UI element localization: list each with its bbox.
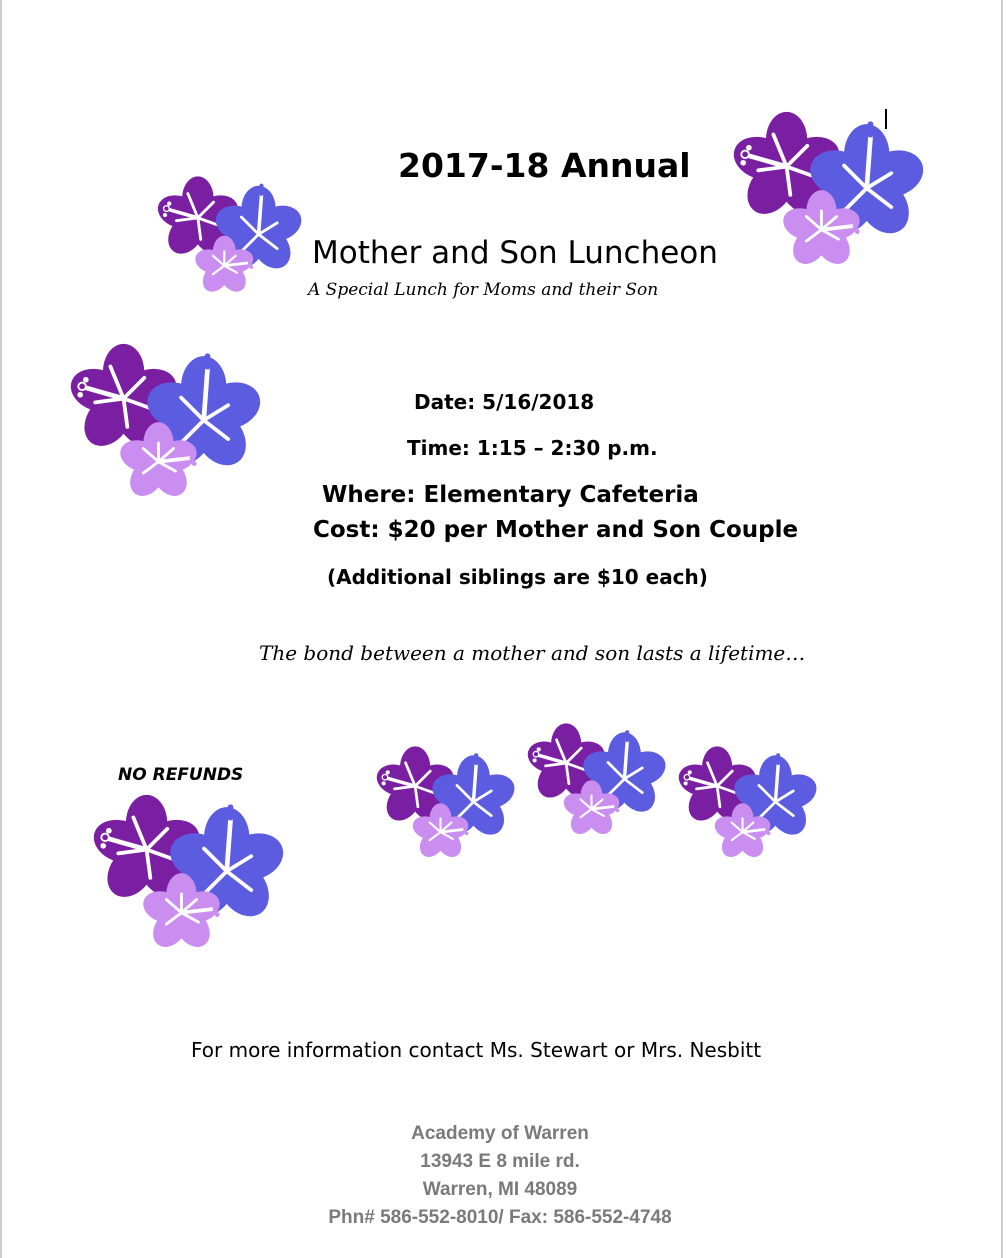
phone-fax: Phn# 586-552-8010/ Fax: 586-552-4748	[328, 1207, 672, 1228]
hibiscus-cluster-icon	[674, 745, 822, 865]
hibiscus-cluster-icon	[50, 342, 282, 507]
page-edge-right	[1001, 0, 1003, 1258]
flyer-tagline: A Special Lunch for Moms and their Son	[308, 280, 659, 300]
hibiscus-cluster-icon	[155, 175, 305, 300]
flyer-title: 2017-18 Annual	[398, 146, 691, 185]
event-date: Date: 5/16/2018	[414, 390, 595, 414]
bond-quote: The bond between a mother and son lasts a lifetime…	[259, 641, 806, 665]
hibiscus-cluster-icon	[523, 722, 671, 842]
hibiscus-cluster-icon	[713, 110, 945, 275]
city-state-zip: Warren, MI 48089	[422, 1179, 578, 1200]
event-location: Where: Elementary Cafeteria	[322, 482, 699, 508]
flyer-subtitle: Mother and Son Luncheon	[312, 235, 718, 271]
street-address: 13943 E 8 mile rd.	[420, 1151, 580, 1172]
school-name: Academy of Warren	[411, 1123, 589, 1144]
contact-info: For more information contact Ms. Stewart or Mrs. Nesbitt	[191, 1038, 762, 1062]
hibiscus-cluster-icon	[73, 793, 305, 958]
school-address-block	[280, 1120, 720, 1232]
event-cost: Cost: $20 per Mother and Son Couple	[313, 517, 799, 543]
hibiscus-cluster-icon	[372, 745, 520, 865]
event-time: Time: 1:15 – 2:30 p.m.	[407, 436, 658, 460]
page-edge-left	[0, 0, 2, 1258]
sibling-cost-note: (Additional siblings are $10 each)	[327, 565, 708, 589]
no-refunds-notice: NO REFUNDS	[118, 765, 244, 785]
